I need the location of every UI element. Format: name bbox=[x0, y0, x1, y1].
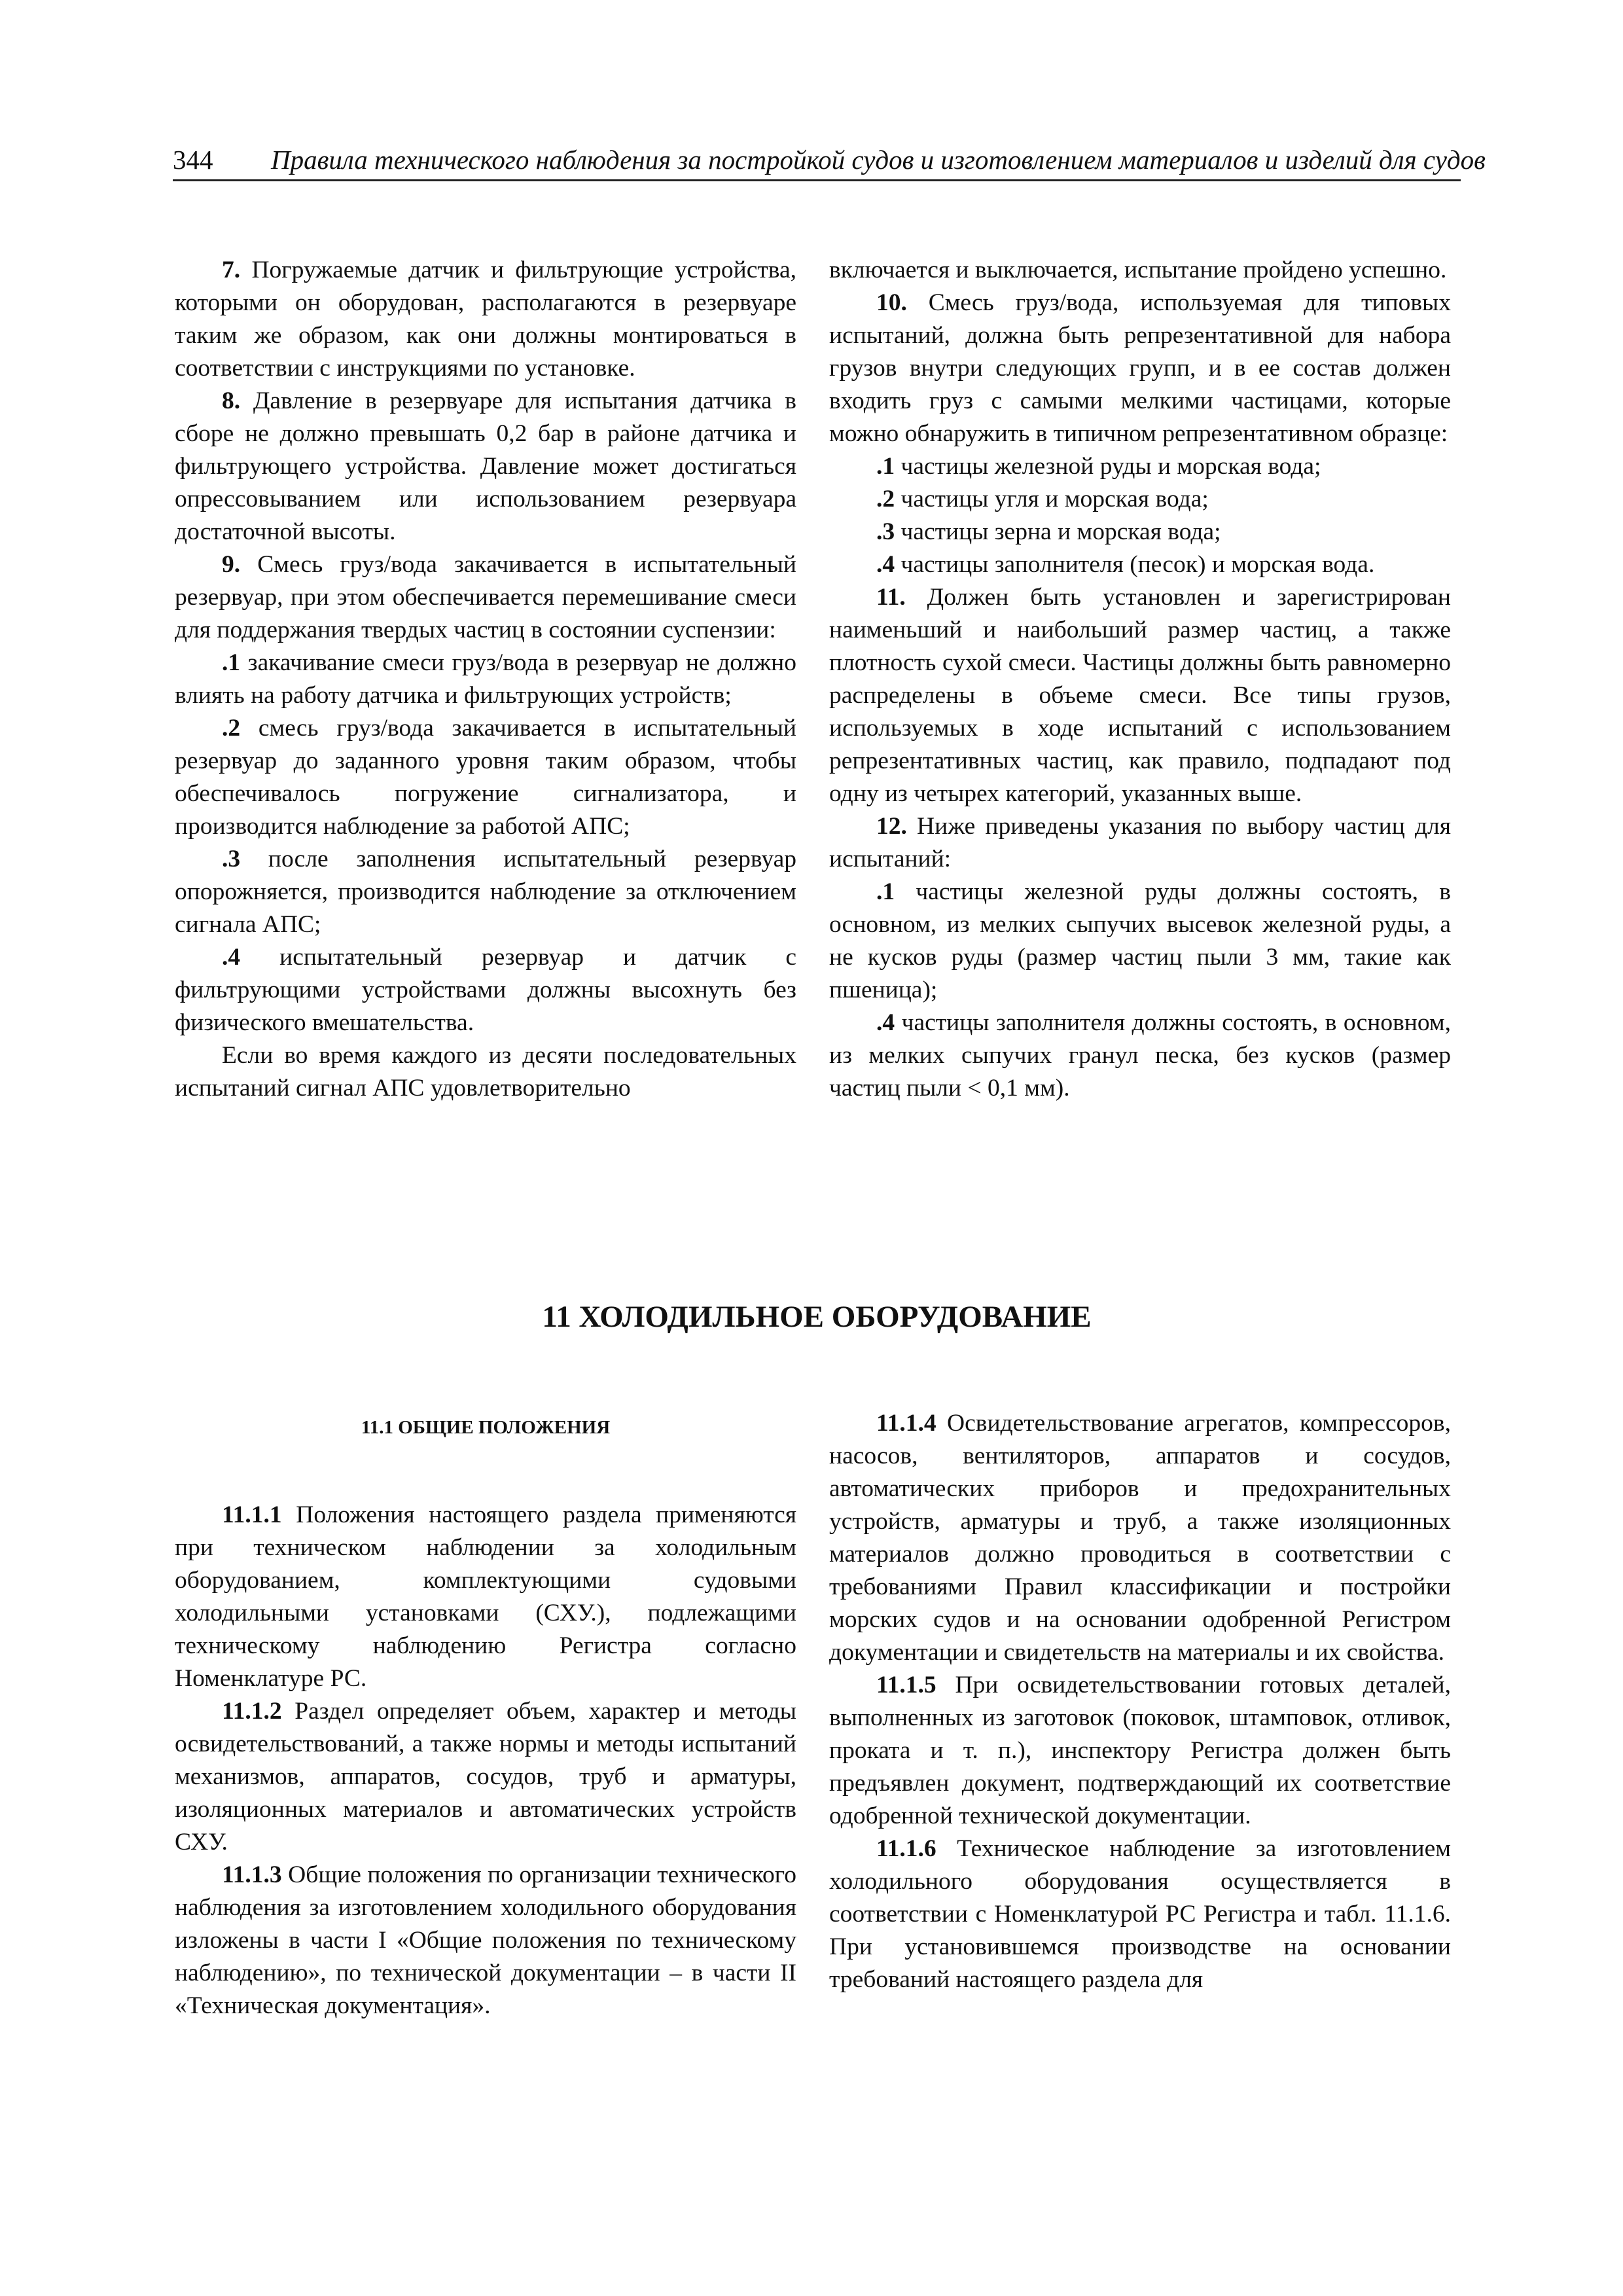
paragraph-text: частицы железной руды должны состоять, в основном, из мелких сыпучих высевок железной руды, а не кусков руды (размер частиц пыли 3 мм, такие как пшеница); bbox=[829, 878, 1451, 1003]
paragraph-text: При освидетельствовании готовых деталей, выполненных из заготовок (поковок, штамповок, отливок, проката и т. п.), инспектору Регистра должен быть предъявлен документ, подтверждающий их соответствие одобренной технической документации. bbox=[829, 1672, 1451, 1829]
paragraph-number: .2 bbox=[222, 715, 241, 742]
paragraph-number: .1 bbox=[876, 453, 895, 480]
paragraph-text: Раздел определяет объем, характер и методы освидетельствований, а также нормы и методы испытаний механизмов, аппаратов, сосудов, труб и арматуры, изоляционных материалов и автоматических устройств СХУ. bbox=[175, 1698, 796, 1856]
running-title: Правила технического наблюдения за постройкой судов и изготовлением материалов и изделий для судов bbox=[271, 145, 1486, 175]
paragraph bbox=[829, 1007, 1451, 1105]
top-left-column bbox=[175, 254, 796, 1105]
paragraph bbox=[829, 450, 1451, 483]
paragraph-number: 12. bbox=[876, 813, 907, 840]
paragraph bbox=[175, 647, 796, 712]
paragraph-number: .4 bbox=[876, 551, 895, 578]
paragraph-number: 11. bbox=[876, 584, 906, 611]
paragraph-number: 8. bbox=[222, 387, 241, 414]
paragraph bbox=[175, 843, 796, 941]
paragraph-text: после заполнения испытательный резервуар опорожняется, производится наблюдение за отключением сигнала АПС; bbox=[175, 846, 796, 938]
paragraph-text: Техническое наблюдение за изготовлением холодильного оборудования осуществляется в соответствии с Номенклатурой РС Регистра и табл. 11.1.6. При установившемся производстве на основании требований настоящего раздела для bbox=[829, 1835, 1451, 1993]
paragraph bbox=[175, 1499, 796, 1695]
paragraph-text: частицы железной руды и морская вода; bbox=[895, 453, 1321, 480]
paragraph-text: Общие положения по организации технического наблюдения за изготовлением холодильного оборудования изложены в части I «Общие положения по техническому наблюдению», по технической документации – в части II «Техническая документация». bbox=[175, 1861, 796, 2019]
paragraph bbox=[829, 581, 1451, 810]
paragraph-text: Смесь груз/вода закачивается в испытательный резервуар, при этом обеспечивается перемешивание смеси для поддержания твердых частиц в состоянии суспензии: bbox=[175, 551, 796, 643]
paragraph-number: 10. bbox=[876, 289, 907, 316]
section-title: 11 ХОЛОДИЛЬНОЕ ОБОРУДОВАНИЕ bbox=[542, 1300, 1092, 1334]
paragraph bbox=[829, 483, 1451, 516]
paragraph-text: включается и выключается, испытание пройдено успешно. bbox=[829, 257, 1447, 283]
paragraph-number: 11.1.3 bbox=[222, 1861, 282, 1888]
subsection-title: 11.1 ОБЩИЕ ПОЛОЖЕНИЯ bbox=[361, 1417, 611, 1438]
paragraph bbox=[829, 1407, 1451, 1669]
paragraph-number: .4 bbox=[876, 1009, 895, 1036]
paragraph bbox=[175, 254, 796, 385]
paragraph-text: Давление в резервуаре для испытания датчика в сборе не должно превышать 0,2 бар в районе датчика и фильтрующего устройства. Давление может достигаться опрессовыванием или использованием резервуара достаточной высоты. bbox=[175, 387, 796, 545]
paragraph-number: .4 bbox=[222, 944, 241, 971]
paragraph-number: 11.1.5 bbox=[876, 1672, 936, 1698]
paragraph-text: частицы угля и морская вода; bbox=[895, 486, 1209, 512]
paragraph-number: .2 bbox=[876, 486, 895, 512]
paragraph-number: .1 bbox=[876, 878, 895, 905]
paragraph-text: Должен быть установлен и зарегистрирован наименьший и наибольший размер частиц, а также плотность сухой смеси. Частицы должны быть равномерно распределены в объеме смеси. Все типы грузов, используемых в ходе испытаний с использованием репрезентативных частиц, как правило, подпадают под одну из четырех категорий, указанных выше. bbox=[829, 584, 1451, 807]
paragraph bbox=[175, 1695, 796, 1859]
page-number: 344 bbox=[173, 145, 213, 175]
paragraph-number: .3 bbox=[876, 518, 895, 545]
paragraph-text: частицы заполнителя (песок) и морская вода. bbox=[895, 551, 1375, 578]
paragraph bbox=[175, 712, 796, 843]
paragraph bbox=[829, 254, 1451, 287]
paragraph-number: .3 bbox=[222, 846, 241, 872]
top-right-column bbox=[829, 254, 1451, 1105]
page-header bbox=[173, 140, 1486, 181]
paragraph-number: 9. bbox=[222, 551, 241, 578]
paragraph-number: 11.1.4 bbox=[876, 1410, 936, 1437]
paragraph bbox=[175, 1039, 796, 1105]
paragraph-number: 11.1.1 bbox=[222, 1501, 282, 1528]
paragraph-text: Освидетельствование агрегатов, компрессоров, насосов, вентиляторов, аппаратов и сосудов, автоматических приборов и предохранительных устройств, арматуры и труб, а также изоляционных материалов должно проводиться в соответствии с требованиями Правил классификации и постройки морских судов и на основании одобренной Регистром документации и свидетельств на материалы и их свойства. bbox=[829, 1410, 1451, 1666]
paragraph-text: смесь груз/вода закачивается в испытательный резервуар до заданного уровня таким образом, чтобы обеспечивалось погружение сигнализатора, и производится наблюдение за работой АПС; bbox=[175, 715, 796, 840]
paragraph-number: 11.1.6 bbox=[876, 1835, 936, 1862]
paragraph-number: 7. bbox=[222, 257, 241, 283]
paragraph-text: Погружаемые датчик и фильтрующие устройства, которыми он оборудован, располагаются в резервуаре таким же образом, как они должны монтироваться в соответствии с инструкциями по установке. bbox=[175, 257, 796, 382]
paragraph-text: частицы заполнителя должны состоять, в основном, из мелких сыпучих гранул песка, без кусков (размер частиц пыли < 0,1 мм). bbox=[829, 1009, 1451, 1102]
paragraph-number: 11.1.2 bbox=[222, 1698, 282, 1725]
paragraph-text: испытательный резервуар и датчик с фильтрующими устройствами должны высохнуть без физического вмешательства. bbox=[175, 944, 796, 1036]
paragraph-text: Смесь груз/вода, используемая для типовых испытаний, должна быть репрезентативной для набора грузов внутри следующих групп, и в ее состав должен входить груз с самыми мелкими частицами, которые можно обнаружить в типичном репрезентативном образце: bbox=[829, 289, 1451, 447]
paragraph-text: частицы зерна и морская вода; bbox=[895, 518, 1221, 545]
paragraph bbox=[175, 548, 796, 647]
paragraph bbox=[829, 810, 1451, 876]
paragraph-text: Ниже приведены указания по выбору частиц для испытаний: bbox=[829, 813, 1451, 872]
paragraph-text: Положения настоящего раздела применяются при техническом наблюдении за холодильным оборудованием, комплектующими судовыми холодильными установками (СХУ.), подлежащими техническому наблюдению Регистра согласно Номенклатуре РС. bbox=[175, 1501, 796, 1692]
paragraph bbox=[829, 516, 1451, 548]
paragraph bbox=[829, 548, 1451, 581]
paragraph-text: закачивание смеси груз/вода в резервуар не должно влиять на работу датчика и фильтрующих устройств; bbox=[175, 649, 796, 709]
paragraph bbox=[829, 1669, 1451, 1833]
paragraph-number: .1 bbox=[222, 649, 241, 676]
paragraph bbox=[175, 1859, 796, 2022]
paragraph bbox=[829, 876, 1451, 1007]
paragraph bbox=[175, 385, 796, 548]
bottom-left-column bbox=[175, 1499, 796, 2022]
paragraph bbox=[829, 1833, 1451, 1996]
paragraph bbox=[175, 941, 796, 1039]
bottom-right-column bbox=[829, 1407, 1451, 1996]
paragraph bbox=[829, 287, 1451, 450]
paragraph-text: Если во время каждого из десяти последовательных испытаний сигнал АПС удовлетворительно bbox=[175, 1042, 796, 1102]
